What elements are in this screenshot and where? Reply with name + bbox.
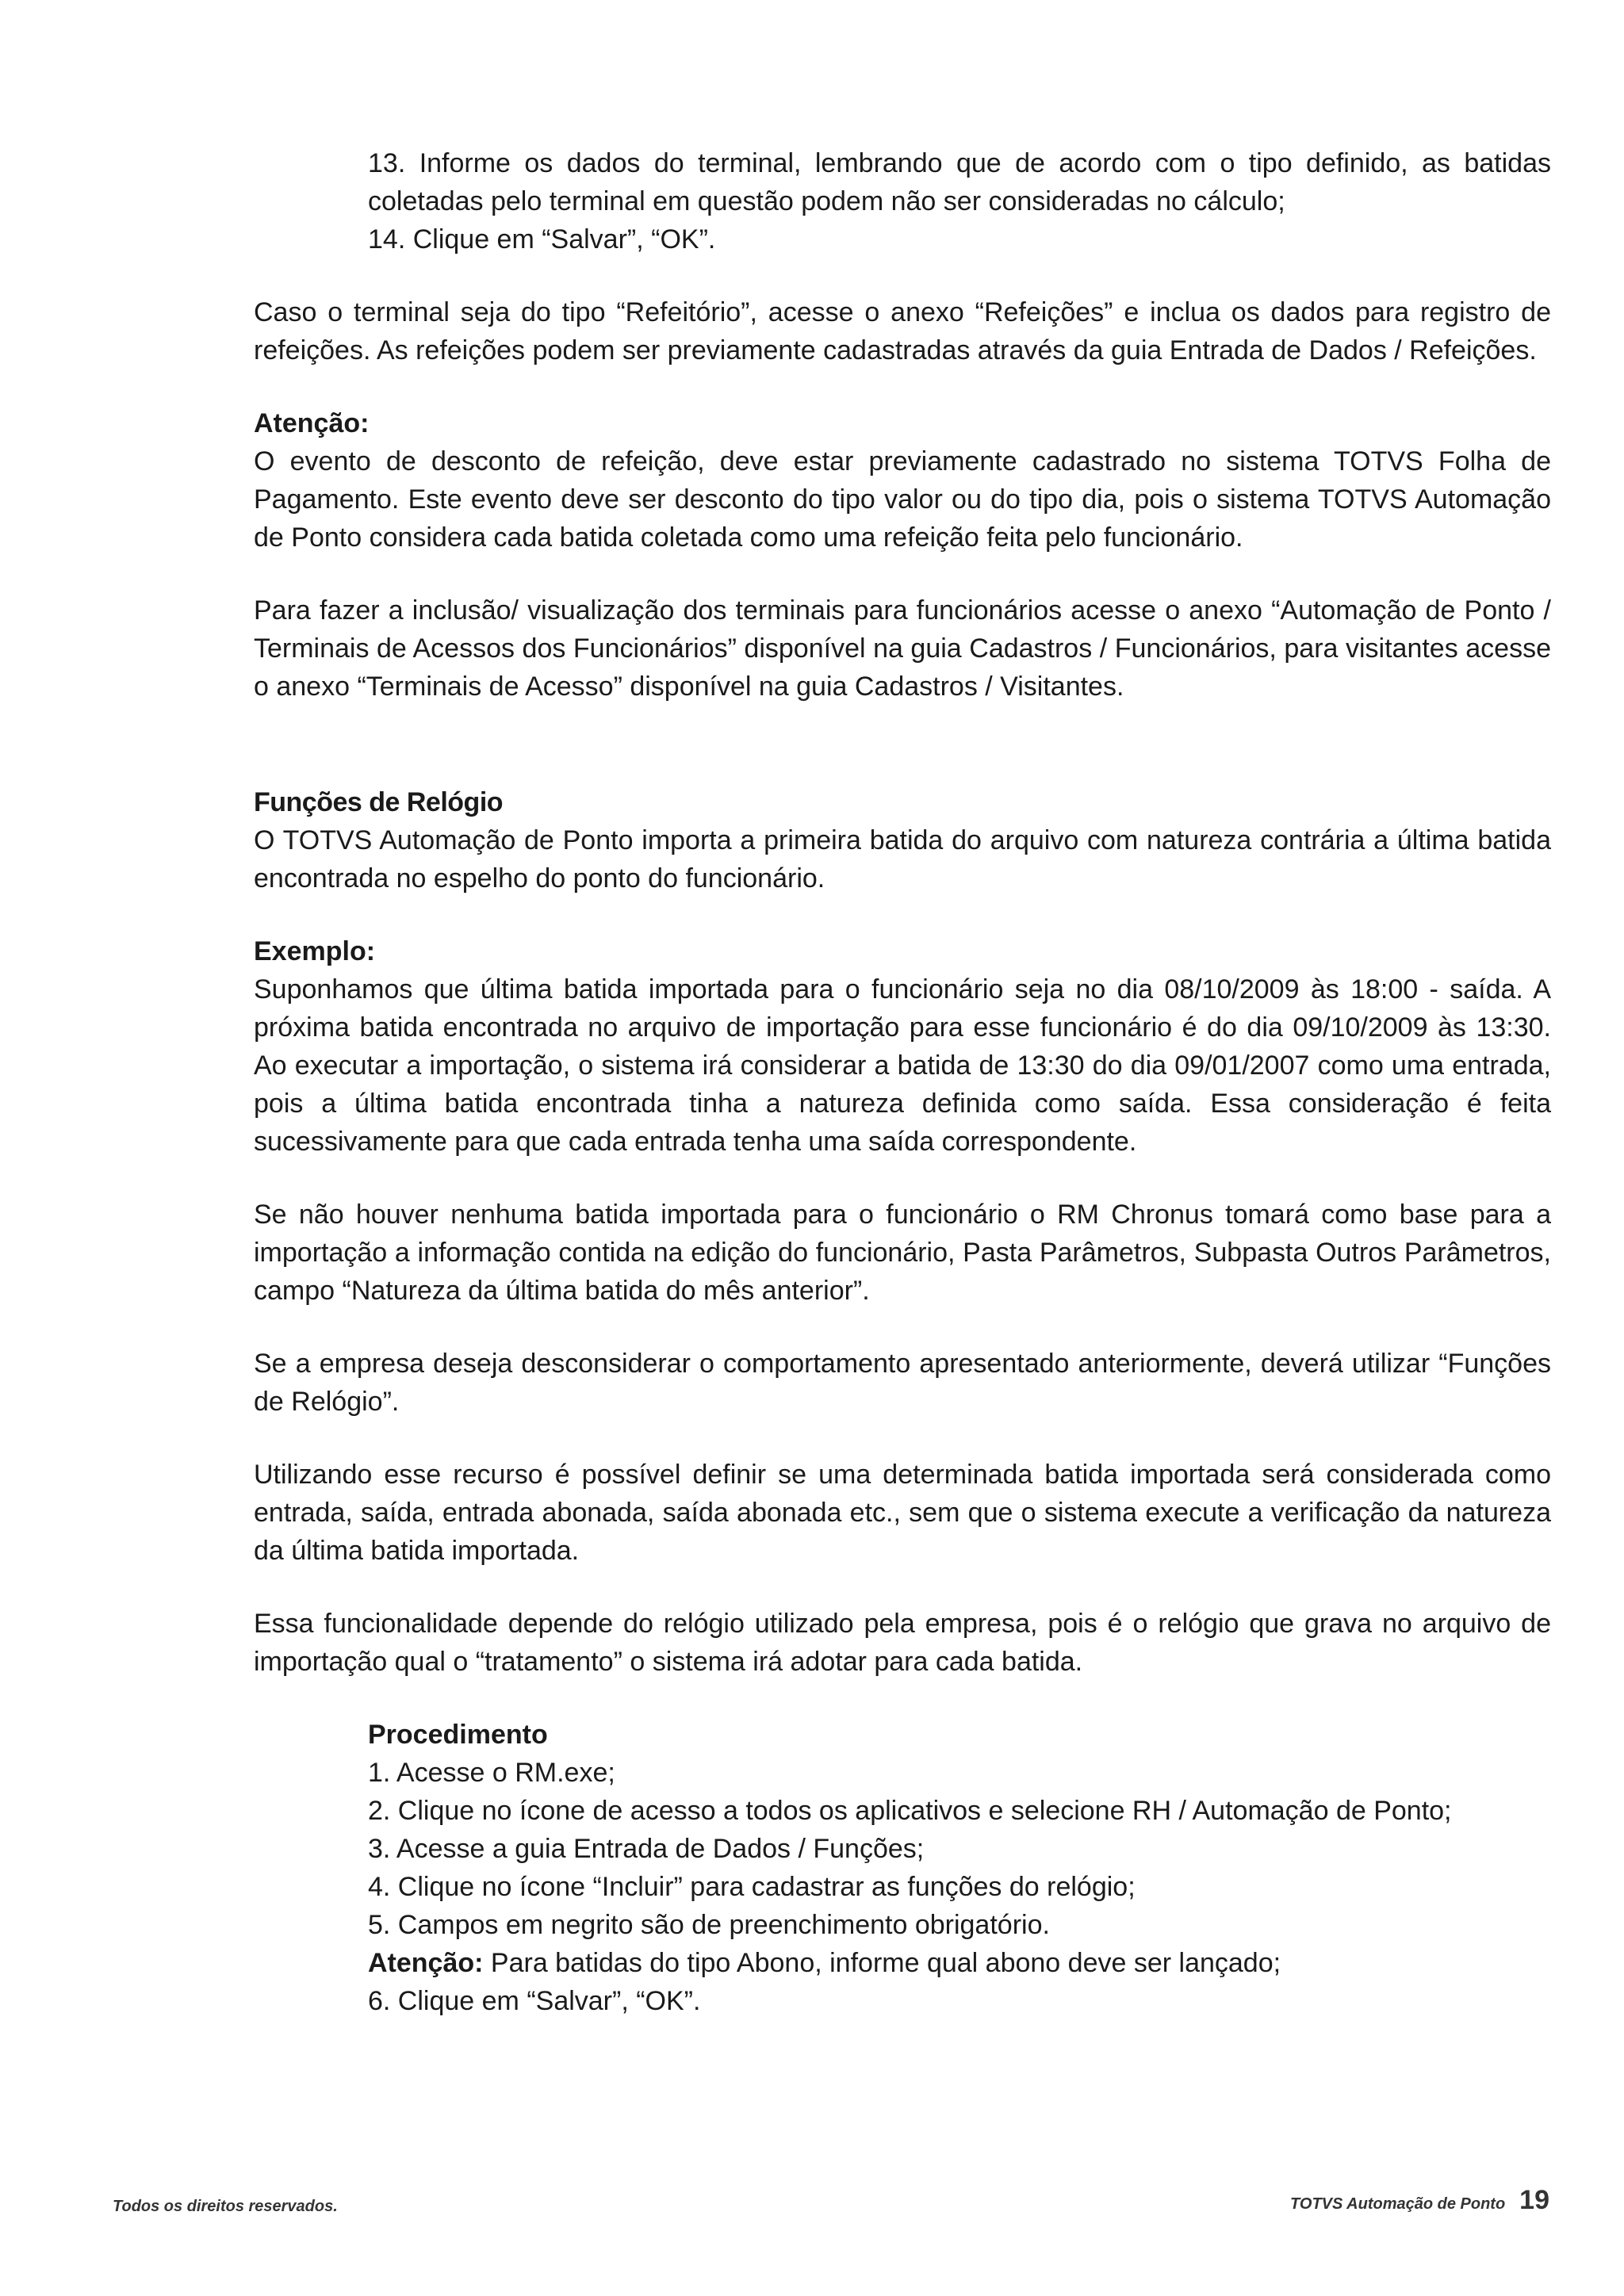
atencao-label: Atenção: [254,408,370,438]
section-intro: O TOTVS Automação de Ponto importa a primeira batida do arquivo com natureza contrária a última batida encontrada no espelho do ponto do funcionário. [254,825,1551,894]
steps-top [368,144,1551,258]
atencao-text: O evento de desconto de refeição, deve estar previamente cadastrado no sistema TOTVS Folha de Pagamento. Este evento deve ser desconto do tipo valor ou do tipo dia, pois o sistema TOTVS Automação de Ponto considera cada batida coletada como uma refeição feita pelo funcionário. [254,446,1551,553]
step-13: 13. Informe os dados do terminal, lembrando que de acordo com o tipo definido, as batidas coletadas pelo terminal em questão podem não ser consideradas no cálculo; [368,148,1551,216]
paragraph-refeitorio: Caso o terminal seja do tipo “Refeitório”, acesse o anexo “Refeições” e inclua os dados para registro de refeições. As refeições podem ser previamente cadastradas através da guia Entrada de Dados / Refeições. [254,297,1551,365]
footer-rights: Todos os direitos reservados. [113,2198,338,2215]
procedimento-atencao [368,1944,1551,1982]
paragraph-chronus: Se não houver nenhuma batida importada para o funcionário o RM Chronus tomará como base para a importação a informação contida na edição do funcionário, Pasta Parâmetros, Subpasta Outros Parâmetros, campo “Natureza da última batida do mês anterior”. [254,1200,1551,1306]
procedimento-step: 5. Campos em negrito são de preenchimento obrigatório. [368,1910,1050,1940]
paragraph-funcionalidade: Essa funcionalidade depende do relógio utilizado pela empresa, pois é o relógio que grava no arquivo de importação qual o “tratamento” o sistema irá adotar para cada batida. [254,1609,1551,1677]
procedimento-step: 2. Clique no ícone de acesso a todos os aplicativos e selecione RH / Automação de Ponto; [368,1796,1452,1826]
exemplo-label: Exemplo: [254,936,376,966]
procedimento-title: Procedimento [368,1720,548,1750]
procedimento-step-last: 6. Clique em “Salvar”, “OK”. [368,1986,701,2016]
step-14: 14. Clique em “Salvar”, “OK”. [368,224,716,254]
procedimento-block [368,1716,1551,2020]
procedimento-step: 1. Acesse o RM.exe; [368,1758,615,1788]
procedimento-step: 3. Acesse a guia Entrada de Dados / Funções; [368,1834,925,1864]
page-body [254,144,1551,2020]
footer-doc-title: TOTVS Automação de Ponto [1290,2195,1506,2213]
section-title: Funções de Relógio [254,787,504,817]
paragraph-recurso: Utilizando esse recurso é possível definir se uma determinada batida importada será considerada como entrada, saída, entrada abonada, saída abonada etc., sem que o sistema execute a verificação da natureza da última batida importada. [254,1460,1551,1566]
paragraph-inclusao: Para fazer a inclusão/ visualização dos terminais para funcionários acesse o anexo “Automação de Ponto / Terminais de Acessos dos Funcionários” disponível na guia Cadastros / Funcionários, para visitantes acesse o anexo “Terminais de Acesso” disponível na guia Cadastros / Visitantes. [254,595,1551,702]
page-number: 19 [1519,2185,1549,2215]
footer-right [1290,2185,1549,2216]
procedimento-atencao-text: Para batidas do tipo Abono, informe qual abono deve ser lançado; [483,1948,1281,1978]
procedimento-step: 4. Clique no ícone “Incluir” para cadastrar as funções do relógio; [368,1872,1136,1902]
paragraph-empresa: Se a empresa deseja desconsiderar o comportamento apresentado anteriormente, deverá utilizar “Funções de Relógio”. [254,1349,1551,1417]
procedimento-atencao-label: Atenção: [368,1948,484,1978]
exemplo-text: Suponhamos que última batida importada para o funcionário seja no dia 08/10/2009 às 18:00 - saída. A próxima batida encontrada no arquivo de importação para esse funcionário é do dia 09/10/2009 às 13:30. Ao executar a importação, o sistema irá considerar a batida de 13:30 do dia 09/01/2007 como uma entrada, pois a última batida encontrada tinha a natureza definida como saída. Essa consideração é feita sucessivamente para que cada entrada tenha uma saída correspondente. [254,974,1551,1157]
